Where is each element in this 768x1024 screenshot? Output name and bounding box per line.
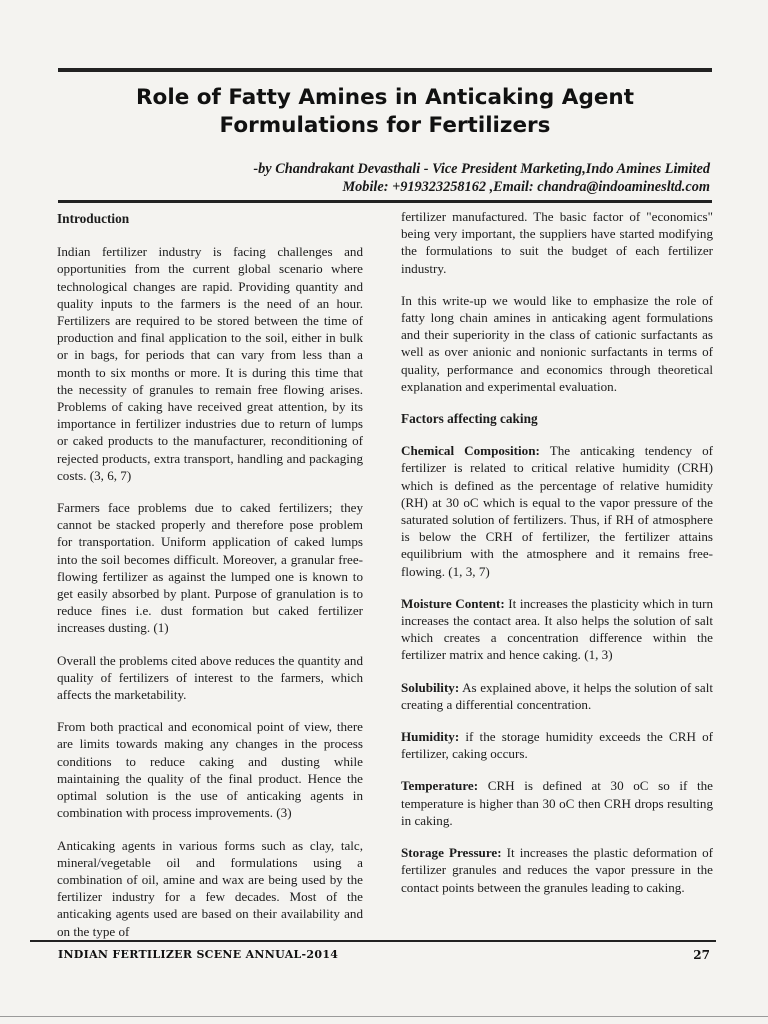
section-heading-introduction: Introduction [57, 211, 130, 226]
factor-storage-pressure [401, 844, 713, 896]
paragraph: Overall the problems cited above reduces the quantity and quality of fertilizers of interest to the farmers, which affects the marketability. [57, 652, 363, 703]
factor-text: It increases the plastic deformation of fertilizer granules and reduces the vapor pressure in the contact points between the granules leading to caking. [401, 845, 713, 895]
left-column [57, 208, 363, 955]
factor-term: Temperature: [401, 778, 479, 794]
factor-moisture-content [401, 595, 713, 664]
title-line-2: Formulations for Fertilizers [219, 113, 551, 138]
page-edge [0, 1016, 768, 1017]
factor-text: CRH is defined at 30 oC so if the temperature is higher than 30 oC then CRH drops resulting in caking. [401, 778, 713, 828]
factor-term: Chemical Composition: [401, 443, 540, 459]
byline-author: -by Chandrakant Devasthali - Vice President Marketing,Indo Amines Limited [253, 161, 710, 177]
right-column [401, 208, 713, 911]
byline-rule [58, 200, 712, 203]
section-heading-factors: Factors affecting caking [401, 411, 538, 427]
page-number: 27 [693, 948, 710, 962]
byline-contact: Mobile: +919323258162 ,Email: chandra@indoaminesltd.com [342, 179, 710, 195]
factor-term: Moisture Content: [401, 595, 505, 611]
author-byline [70, 160, 710, 196]
factor-term: Storage Pressure: [401, 845, 502, 861]
factor-text: The anticaking tendency of fertilizer is related to critical relative humidity (CRH) which is defined as the percentage of relative humidity (RH) at 30 oC which is equal to the vapor pressure of the saturated solution of fertilizers. Thus, if RH of atmosphere is below the CRH of fertilizer, the fertilizer attains equilibrium with the atmosphere and it remains free-flowing. (1, 3, 7) [401, 443, 713, 579]
factor-solubility [401, 679, 713, 713]
factor-term: Solubility: [401, 679, 460, 695]
paragraph: Farmers face problems due to caked fertilizers; they cannot be stacked properly and therefore pose problem for transportation. Uniform application of caked lumps into the soil becomes difficult. Moreover, a granular free-flowing fertilizer as against the lumped one is known to get easily absorbed by plant. Purpose of granulation is to reduce fines i.e. dust formation but caked fertilizer increases dusting. (1) [57, 500, 363, 636]
factor-text: As explained above, it helps the solution of salt creating a differential concentration. [401, 679, 713, 712]
factor-text: It increases the plasticity which in turn increases the contact area. It also helps the solution of salt which creates a concentration difference within the fertilizer matrix and hence caking. (1, 3) [401, 595, 714, 663]
factor-term: Humidity: [401, 729, 460, 745]
publication-name: INDIAN FERTILIZER SCENE ANNUAL-2014 [58, 948, 339, 961]
paragraph: From both practical and economical point of view, there are limits towards making any changes in the process conditions to reduce caking and dusting while maintaining the quality of the final product. Hence the optimal solution is the use of anticaking agents in combination with process improvements. (3) [57, 719, 363, 821]
factor-humidity [401, 728, 713, 762]
paragraph: fertilizer manufactured. The basic factor of "economics" being very important, the suppliers have started modifying the formulations to suit the budget of each fertilizer industry. [401, 209, 713, 276]
paragraph: In this write-up we would like to emphasize the role of fatty long chain amines in anticaking agent formulations and their superiority in the class of cationic surfactants as well as over anionic and nonionic surfactants in terms of quality, performance and economics through theoretical explanation and experimental evaluation. [401, 292, 713, 394]
paragraph: Anticaking agents in various forms such as clay, talc, mineral/vegetable oil and formulations using a combination of oil, amine and wax are being used by the fertilizer industry for a few decades. Most of the anticaking agents used are based on their availability and on the type of [57, 837, 363, 939]
article-title [60, 84, 710, 140]
factor-temperature [401, 777, 713, 829]
factor-chemical-composition [401, 442, 713, 580]
footer-rule [30, 940, 716, 942]
top-rule [58, 68, 712, 72]
paragraph: Indian fertilizer industry is facing challenges and opportunities from the current global scenario where technological changes are rapid. Providing quantity and quality inputs to the farmers is the need of an hour. Fertilizers are required to be stored between the time of production and final application to the soil, either in bulk or in bags, for periods that can vary from less than a month to six months or more. It is during this time that the necessity of granules to remain free flowing arises. Problems of caking have received great attention, by its importance in fertilizer industries due to return of lumps or caked products to the manufacturer, reconditioning of rejected products, extra transport, handling and packaging costs. (3, 6, 7) [57, 244, 363, 483]
title-line-1: Role of Fatty Amines in Anticaking Agent [136, 85, 634, 110]
factor-text: if the storage humidity exceeds the CRH of fertilizer, caking occurs. [401, 729, 713, 762]
